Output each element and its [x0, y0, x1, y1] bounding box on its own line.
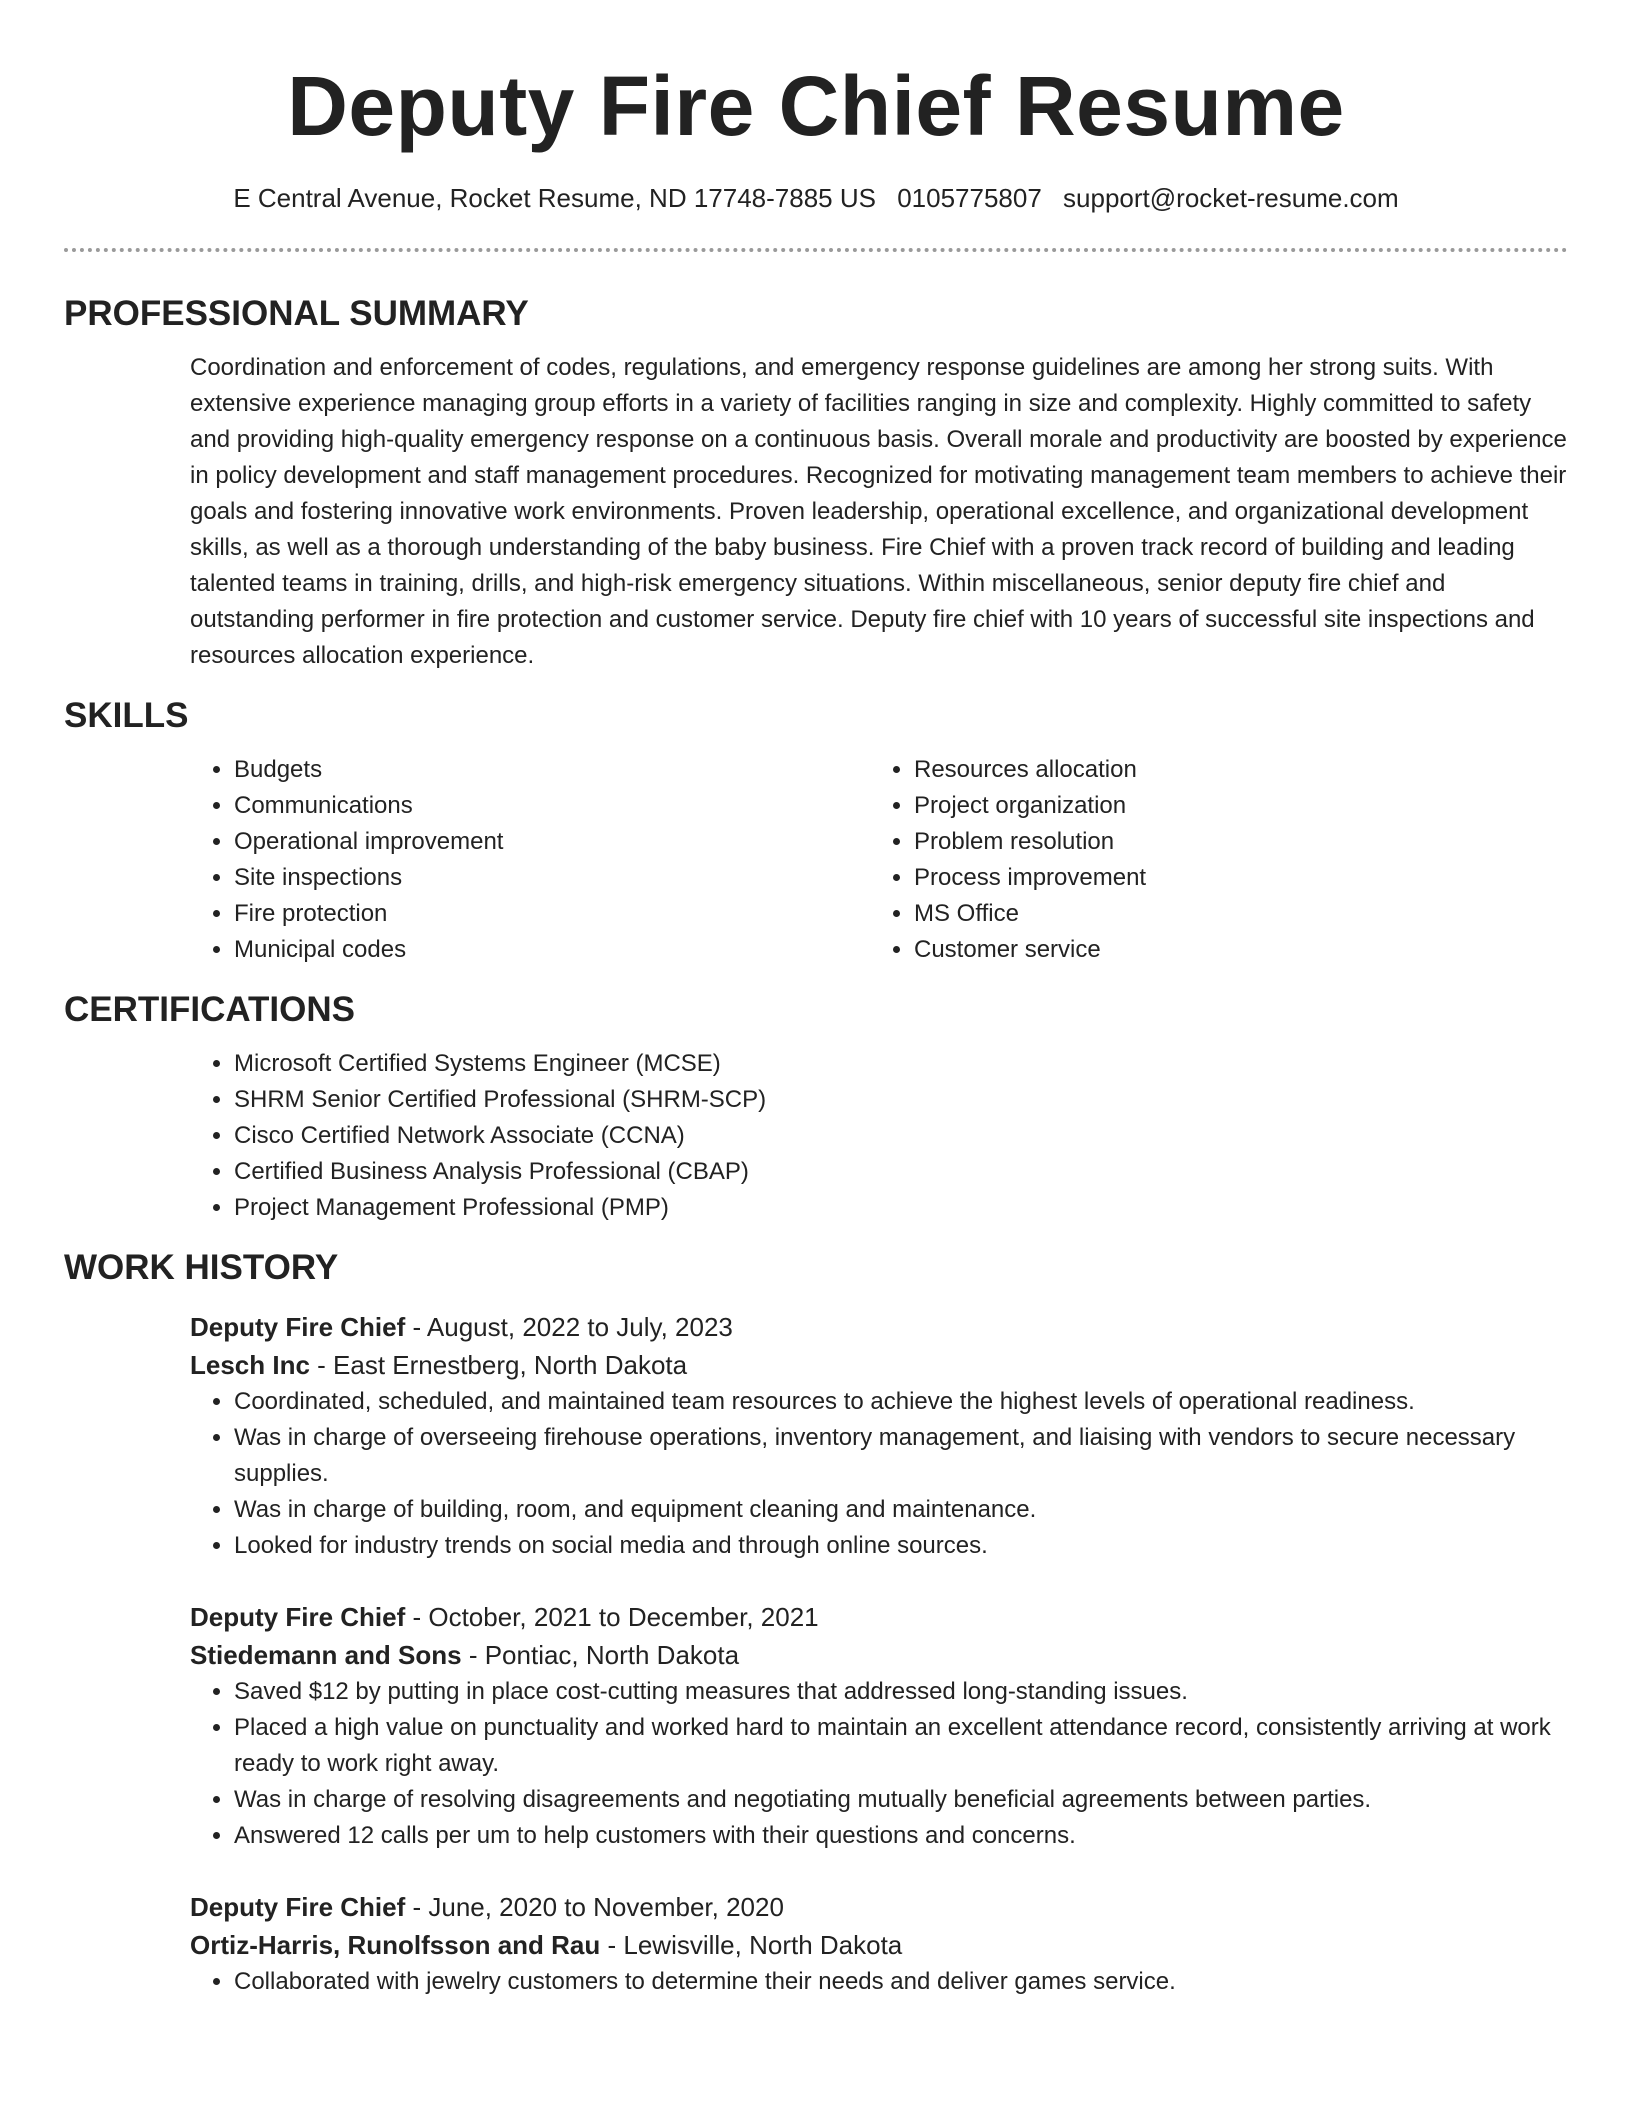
job-company: Stiedemann and Sons: [190, 1640, 462, 1670]
certification-item: • Project Management Professional (PMP): [234, 1190, 1568, 1226]
certifications-section: [64, 988, 1568, 1226]
job-bullets: [190, 1384, 1568, 1564]
job-bullet: • Looked for industry trends on social media and through online sources.: [234, 1528, 1568, 1564]
skill-item: • Fire protection: [234, 896, 870, 932]
header-divider: [64, 248, 1568, 252]
contact-phone: 0105775807: [897, 183, 1042, 213]
skills-heading: SKILLS: [64, 696, 189, 735]
resume-title: Deputy Fire Chief Resume: [287, 59, 1345, 153]
job-company: Ortiz-Harris, Runolfsson and Rau: [190, 1930, 601, 1960]
job-title: Deputy Fire Chief: [190, 1312, 406, 1342]
certifications-heading: CERTIFICATIONS: [64, 990, 356, 1029]
certification-item: • Cisco Certified Network Associate (CCNA): [234, 1118, 1568, 1154]
certification-item: • Certified Business Analysis Professional (CBAP): [234, 1154, 1568, 1190]
job-bullet: • Collaborated with jewelry customers to determine their needs and deliver games service.: [234, 1964, 1568, 2000]
job-bullet: • Placed a high value on punctuality and worked hard to maintain an excellent attendance record, consistently arriving at work ready to work right away.: [234, 1710, 1568, 1782]
skill-item: • Resources allocation: [914, 752, 1550, 788]
skills-column-left: [190, 752, 870, 968]
skills-grid: [64, 752, 1568, 968]
skill-item: • Problem resolution: [914, 824, 1550, 860]
skill-item: • Site inspections: [234, 860, 870, 896]
job-bullet: • Answered 12 calls per um to help customers with their questions and concerns.: [234, 1818, 1568, 1854]
job-title-line: [190, 1308, 1568, 1346]
contact-line: [64, 182, 1568, 214]
certifications-list: [190, 1046, 1568, 1226]
job-bullet: • Was in charge of building, room, and equipment cleaning and maintenance.: [234, 1492, 1568, 1528]
job-bullet: • Was in charge of overseeing firehouse operations, inventory management, and liaising with vendors to secure necessary supplies.: [234, 1420, 1568, 1492]
certification-item: • Microsoft Certified Systems Engineer (MCSE): [234, 1046, 1568, 1082]
skills-section: [64, 694, 1568, 968]
skill-item: • Project organization: [914, 788, 1550, 824]
job-bullet: • Coordinated, scheduled, and maintained team resources to achieve the highest levels of operational readiness.: [234, 1384, 1568, 1420]
skills-column-right: [870, 752, 1550, 968]
job-company-line: [190, 1346, 1568, 1384]
job-location: - East Ernestberg, North Dakota: [309, 1350, 688, 1380]
job-entry: [190, 1888, 1568, 2000]
skill-item: • Process improvement: [914, 860, 1550, 896]
job-company: Lesch Inc: [190, 1350, 310, 1380]
skill-item: • Customer service: [914, 932, 1550, 968]
job-dates: - October, 2021 to December, 2021: [405, 1602, 819, 1632]
job-bullets: [190, 1674, 1568, 1854]
job-title-line: [190, 1598, 1568, 1636]
job-bullets: [190, 1964, 1568, 2000]
skill-item: • Municipal codes: [234, 932, 870, 968]
skill-item: • Operational improvement: [234, 824, 870, 860]
certification-item: • SHRM Senior Certified Professional (SHRM-SCP): [234, 1082, 1568, 1118]
skill-item: • Budgets: [234, 752, 870, 788]
job-entry: [190, 1598, 1568, 1854]
job-title-line: [190, 1888, 1568, 1926]
contact-email: support@rocket-resume.com: [1063, 183, 1399, 213]
job-title: Deputy Fire Chief: [190, 1602, 406, 1632]
work-history-heading: WORK HISTORY: [64, 1248, 339, 1287]
skill-item: • Communications: [234, 788, 870, 824]
job-location: - Pontiac, North Dakota: [461, 1640, 740, 1670]
skill-item: • MS Office: [914, 896, 1550, 932]
job-bullet: • Saved $12 by putting in place cost-cutting measures that addressed long-standing issues.: [234, 1674, 1568, 1710]
contact-address: E Central Avenue, Rocket Resume, ND 17748-7885 US: [233, 183, 876, 213]
summary-heading: PROFESSIONAL SUMMARY: [64, 294, 529, 333]
job-company-line: [190, 1636, 1568, 1674]
job-company-line: [190, 1926, 1568, 1964]
job-dates: - August, 2022 to July, 2023: [405, 1312, 733, 1342]
job-title: Deputy Fire Chief: [190, 1892, 406, 1922]
summary-section: [64, 292, 1568, 674]
work-history-section: [64, 1246, 1568, 2000]
job-entry: [190, 1308, 1568, 1564]
summary-text: Coordination and enforcement of codes, regulations, and emergency response guidelines are among her strong suits. With extensive experience managing group efforts in a variety of facilities ranging in size and complexity. Highly committed to safety and providing high-quality emergency response on a continuous basis. Overall morale and productivity are boosted by experience in policy development and staff management procedures. Recognized for motivating management team members to achieve their goals and fostering innovative work environments. Proven leadership, operational excellence, and organizational development skills, as well as a thorough understanding of the baby business. Fire Chief with a proven track record of building and leading talented teams in training, drills, and high-risk emergency situations. Within miscellaneous, senior deputy fire chief and outstanding performer in fire protection and customer service. Deputy fire chief with 10 years of successful site inspections and resources allocation experience.: [190, 354, 1567, 669]
job-dates: - June, 2020 to November, 2020: [405, 1892, 784, 1922]
job-location: - Lewisville, North Dakota: [600, 1930, 903, 1960]
job-bullet: • Was in charge of resolving disagreements and negotiating mutually beneficial agreements between parties.: [234, 1782, 1568, 1818]
